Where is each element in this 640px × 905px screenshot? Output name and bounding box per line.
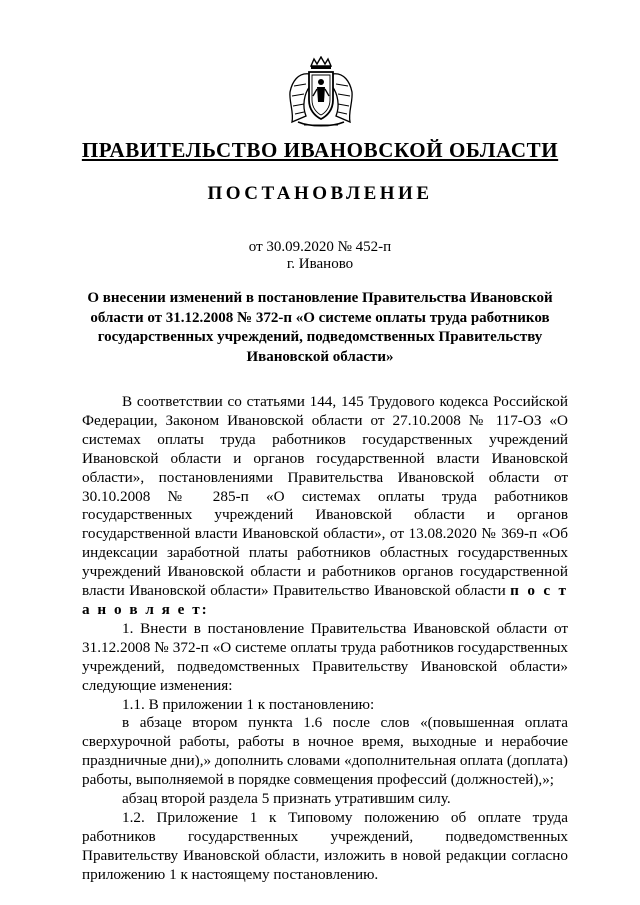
item-1-1-b-paragraph: абзац второй раздела 5 признать утратившим силу. bbox=[122, 790, 451, 808]
item-1-paragraph: 1. Внести в постановление Правительства Ивановской области от 31.12.2008 № 372-п «О системе оплаты труда работников государственных учреждений, подведомственных Правительству Ивановской области» следующие изменения: bbox=[82, 619, 568, 694]
resolves-keyword: п о с т а н о в л я е т: bbox=[82, 582, 568, 618]
document-body bbox=[82, 393, 568, 885]
intro-text: В соответствии со статьями 144, 145 Трудового кодекса Российской Федерации, Законом Ивановской области от 27.10.2008 № 117-ОЗ «О системах оплаты труда работников государственных учреждений Ивановской области и органов государственной власти Ивановской области», постановлениями Правительства Ивановской области от 30.10.2008 № 285-п «О системах оплаты труда работников государственных учреждений Ивановской области и органов государственной власти Ивановской области», от 13.08.2020 № 369-п «Об индексации заработной платы работников областных государственных учреждений Ивановской области и работников органов государственной власти Ивановской области» Правительство Ивановской области bbox=[82, 393, 568, 600]
intro-paragraph bbox=[82, 393, 568, 620]
document-subject: О внесении изменений в постановление Правительства Ивановской области от 31.12.2008 № 372-п «О системе оплаты труда работников государственных учреждений, подведомственных Правительству Ивановской области» bbox=[87, 290, 553, 365]
document-city: г. Иваново bbox=[286, 256, 354, 272]
item-1-1-paragraph: 1.1. В приложении 1 к постановлению: bbox=[122, 695, 375, 713]
document-type-heading: ПОСТАНОВЛЕНИЕ bbox=[207, 183, 433, 204]
coat-of-arms-icon bbox=[284, 56, 358, 130]
item-1-2-paragraph: 1.2. Приложение 1 к Типовому положению об оплате труда работников государственных учреждений, подведомственных Правительству Ивановской области, изложить в новой редакции согласно приложению 1 к настоящему постановлению. bbox=[82, 808, 568, 883]
item-1-1-a-paragraph: в абзаце втором пункта 1.6 после слов «(повышенная оплата сверхурочной работы, работы в ночное время, выходные и нерабочие праздничные дни),» дополнить словами «дополнительная оплата (доплата) работы, выполняемой в порядке совмещения профессий (должностей),»; bbox=[82, 714, 568, 789]
document-date-number: от 30.09.2020 № 452-п bbox=[248, 239, 392, 255]
government-title: ПРАВИТЕЛЬСТВО ИВАНОВСКОЙ ОБЛАСТИ bbox=[81, 138, 559, 162]
